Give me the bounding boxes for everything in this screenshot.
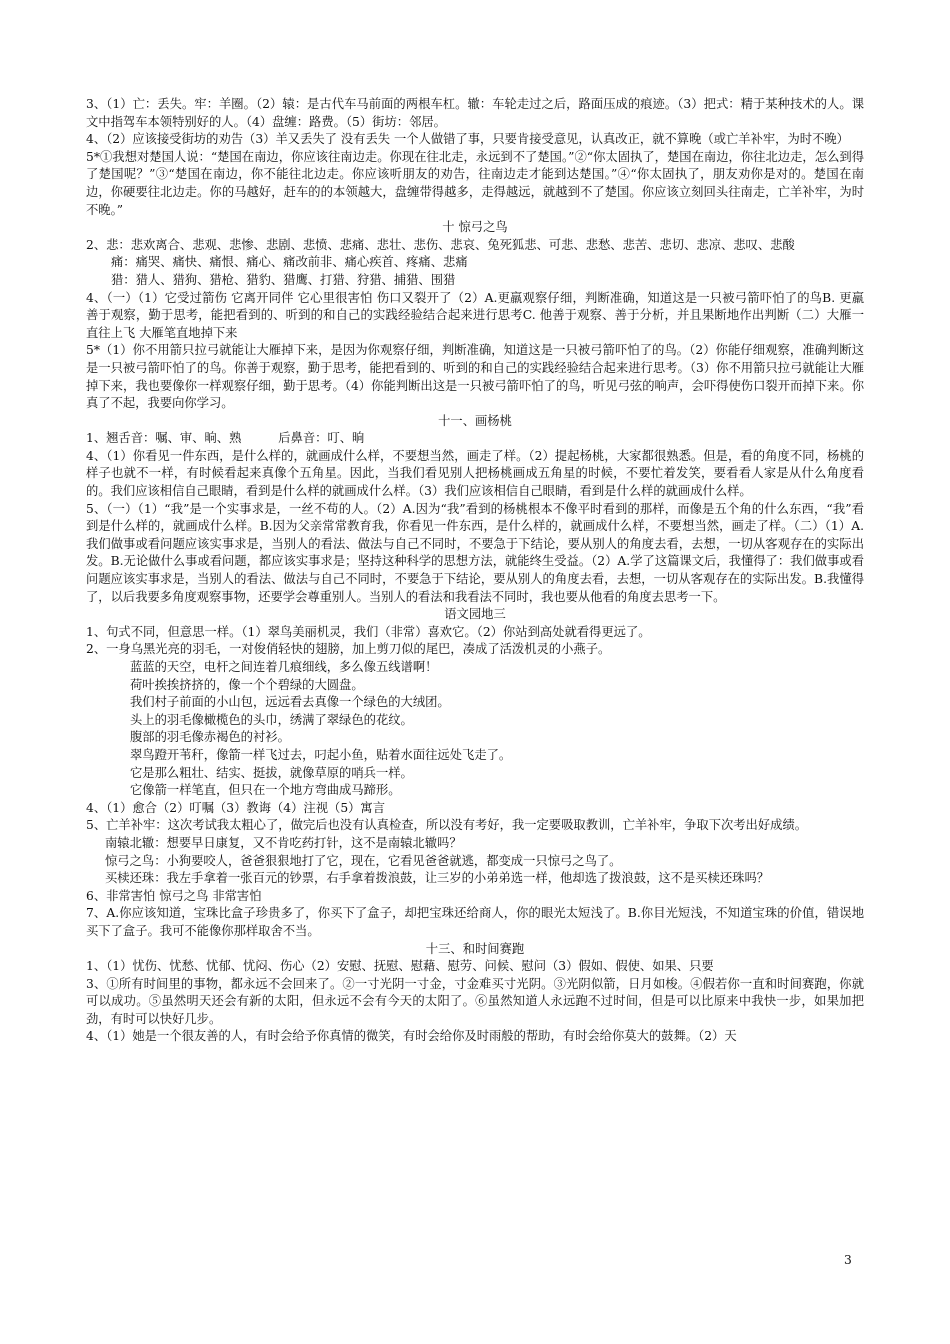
text-paragraph: 头上的羽毛像橄榄色的头巾，绣满了翠绿色的花纹。 <box>130 712 413 727</box>
text-paragraph: 翠鸟蹬开苇秆，像箭一样飞过去，叼起小鱼，贴着水面往远处飞走了。 <box>130 747 512 762</box>
text-paragraph: 4、（1）她是一个很友善的人，有时会给予你真情的微笑，有时会给你及时雨般的帮助，有时会给你莫大的鼓舞。（2）天 <box>86 1029 737 1044</box>
text-paragraph: 6、非常害怕 惊弓之鸟 非常害怕 <box>86 888 262 903</box>
text-paragraph: 3、（1）亡：丢失。牢：羊圈。（2）辕：是古代车马前面的两根车杠。辙：车轮走过之后，路面压成的痕迹。（3）把式：精于某种技术的人。课文中指驾车本领特别好的人。（4）盘缠：路费。（5）街坊：邻居。 <box>86 97 864 129</box>
text-paragraph: 买椟还珠：我左手拿着一张百元的钞票，右手拿着拨浪鼓，让三岁的小弟弟选一样，他却选了拨浪鼓，这不是买椟还珠吗？ <box>105 871 770 886</box>
text-paragraph: 1、翘舌音：嘱、审、晌、熟 后鼻音：叮、晌 <box>86 431 365 446</box>
text-paragraph: 4、（一）（1）它受过箭伤 它离开同伴 它心里很害怕 伤口又裂开了（2）A.更羸观察仔细，判断准确，知道这是一只被弓箭吓怕了的鸟B. 更羸善于观察，勤于思考，能把看到的、听到的和自己的实践经验结合起来进行思考C. 他善于观察、善于分析，并且果断地作出判断（二）大雁一直往上飞 大雁笔直地掉下来 <box>86 290 864 340</box>
text-paragraph: 它是那么粗壮、结实、挺拔，就像草原的哨兵一样。 <box>130 765 413 780</box>
text-paragraph: 它像箭一样笔直，但只在一个地方弯曲成马蹄形。 <box>130 783 401 798</box>
document-body <box>86 96 864 1046</box>
text-paragraph: 荷叶挨挨挤挤的，像一个个碧绿的大圆盘。 <box>130 677 364 692</box>
page-number: 3 <box>844 1253 852 1267</box>
text-paragraph: 5、（一）（1）“我”是一个实事求是，一丝不苟的人。（2）A.因为“我”看到的杨桃根本不像平时看到的那样，而像是五个角的什么东西，“我”看到是什么样的，就画成什么样。B.因为父亲常常教育我，你看见一件东西，是什么样的，就画成什么样，不要想当然，画走了样。（二）（1）A.我们做事或看问题应该实事求是，当别人的看法、做法与自己不同时，不要急于下结论，要从别人的角度去看，去想，一切从客观存在的实际出发。B.无论做什么事或看问题，都应该实事求是；坚持这种科学的思想方法，就能终生受益。（2）A.学了这篇课文后，我懂得了：我们做事或看问题应该实事求是，当别人的看法、做法与自己不同时，不要急于下结论，要从别人的角度去看，去想，一切从客观存在的实际出发。B.我懂得了，以后我要多角度观察事物，还要学会尊重别人。当别人的看法和我看法不同时，我也要从他看的角度去思考一下。 <box>86 501 864 604</box>
text-paragraph: 惊弓之鸟：小狗要咬人，爸爸狠狠地打了它，现在，它看见爸爸就逃，都变成一只惊弓之鸟了。 <box>105 853 622 868</box>
text-paragraph: 腹部的羽毛像赤褐色的衬衫。 <box>130 730 290 745</box>
section-title: 十 惊弓之鸟 <box>442 220 508 235</box>
text-paragraph: 蓝蓝的天空，电杆之间连着几痕细线，多么像五线谱啊！ <box>130 660 438 674</box>
text-paragraph: 7、A.你应该知道，宝珠比盒子珍贵多了，你买下了盒子，却把宝珠还给商人，你的眼光太短浅了。B.你目光短浅，不知道宝珠的价值，错误地买下了盒子。我可不能像你那样取舍不当。 <box>86 906 864 938</box>
text-paragraph: 5、亡羊补牢：这次考试我太粗心了，做完后也没有认真检查，所以没有考好，我一定要吸取教训，亡羊补牢，争取下次考出好成绩。 <box>86 818 808 833</box>
text-paragraph: 4、（2）应该接受街坊的劝告（3）羊又丢失了 没有丢失 一个人做错了事，只要肯接受意见，认真改正，就不算晚（或亡羊补牢，为时不晚） <box>86 132 849 147</box>
section-title: 语文园地三 <box>444 607 506 622</box>
section-title: 十一、画杨桃 <box>438 413 512 428</box>
section-title: 十三、和时间赛跑 <box>425 941 525 956</box>
text-paragraph: 2、悲：悲欢离合、悲观、悲惨、悲剧、悲愤、悲痛、悲壮、悲伤、悲哀、兔死狐悲、可悲、悲愁、悲苦、悲切、悲凉、悲叹、悲酸 <box>86 237 795 252</box>
text-paragraph: 5*①我想对楚国人说：“楚国在南边，你应该往南边走。你现在往北走，永远到不了楚国。”②“你太固执了，楚国在南边，你往北边走，怎么到得了楚国呢？”③“楚国在南边，你不能往北边走。你应该听朋友的劝告，往南边走才能到达楚国。”④“你太固执了，朋友劝你是对的。楚国在南边，你硬要往北边走。你的马越好，赶车的的本领越大，盘缠带得越多，走得越远，就越到不了楚国。你应该立刻回头往南走，亡羊补牢，为时不晚。” <box>86 149 864 217</box>
text-paragraph: 4、（1）你看见一件东西，是什么样的，就画成什么样，不要想当然，画走了样。（2）提起杨桃，大家都很熟悉。但是，看的角度不同，杨桃的样子也就不一样，有时候看起来真像个五角星。因此，当我们看见别人把杨桃画成五角星的时候，不要忙着发笑，要看看人家是从什么角度看的。我们应该相信自己眼睛，看到是什么样的就画成什么样。（3）我们应该相信自己眼睛，看到是什么样的就画成什么样。 <box>86 448 864 499</box>
text-paragraph: 3、①所有时间里的事物，都永远不会回来了。②一寸光阴一寸金，寸金难买寸光阴。③光阴似箭，日月如梭。④假若你一直和时间赛跑，你就可以成功。⑤虽然明天还会有新的太阳，但永远不会有今天的太阳了。⑥虽然知道人永远跑不过时间，但是可以比原来中我快一步，如果加把劲，有时可以快好几步。 <box>86 976 864 1026</box>
text-paragraph: 1、（1）忧伤、忧愁、忧郁、忧闷、伤心（2）安慰、抚慰、慰藉、慰劳、问候、慰问（3）假如、假使、如果、只要 <box>86 959 714 974</box>
text-paragraph: 5*（1）你不用箭只拉弓就能让大雁掉下来，是因为你观察仔细，判断准确，知道这是一只被弓箭吓怕了的鸟。（2）你能仔细观察，准确判断这是一只被弓箭吓怕了的鸟。你善于观察，勤于思考，能把看到的、听到的和自己的实践经验结合起来进行思考。（3）你不用箭只拉弓就能让大雁掉下来，我也要像你一样观察仔细，勤于思考。（4）你能判断出这是一只被弓箭吓怕了的鸟，听见弓弦的响声，会吓得使伤口裂开而掉下来。你真了不起，我要向你学习。 <box>86 343 864 411</box>
text-paragraph: 南辕北辙：想要早日康复，又不肯吃药打针，这不是南辕北辙吗？ <box>105 835 462 850</box>
text-paragraph: 2、一身乌黑光亮的羽毛，一对俊俏轻快的翅膀，加上剪刀似的尾巴，凑成了活泼机灵的小燕子。 <box>86 642 611 657</box>
text-paragraph: 我们村子前面的小山包，远远看去真像一个绿色的大绒团。 <box>130 695 450 710</box>
text-paragraph: 4、（1）愈合（2）叮嘱（3）教诲（4）注视（5）寓言 <box>86 800 386 815</box>
text-paragraph: 1、句式不同，但意思一样。（1）翠鸟美丽机灵，我们（非常）喜欢它。（2）你站到高处就看得更远了。 <box>86 624 651 639</box>
text-paragraph: 痛：痛哭、痛快、痛恨、痛心、痛改前非、痛心疾首、疼痛、悲痛 <box>111 255 468 270</box>
text-paragraph: 猎：猎人、猎狗、猎枪、猎豹、猎鹰、打猎、狩猎、捕猎、围猎 <box>111 272 456 287</box>
